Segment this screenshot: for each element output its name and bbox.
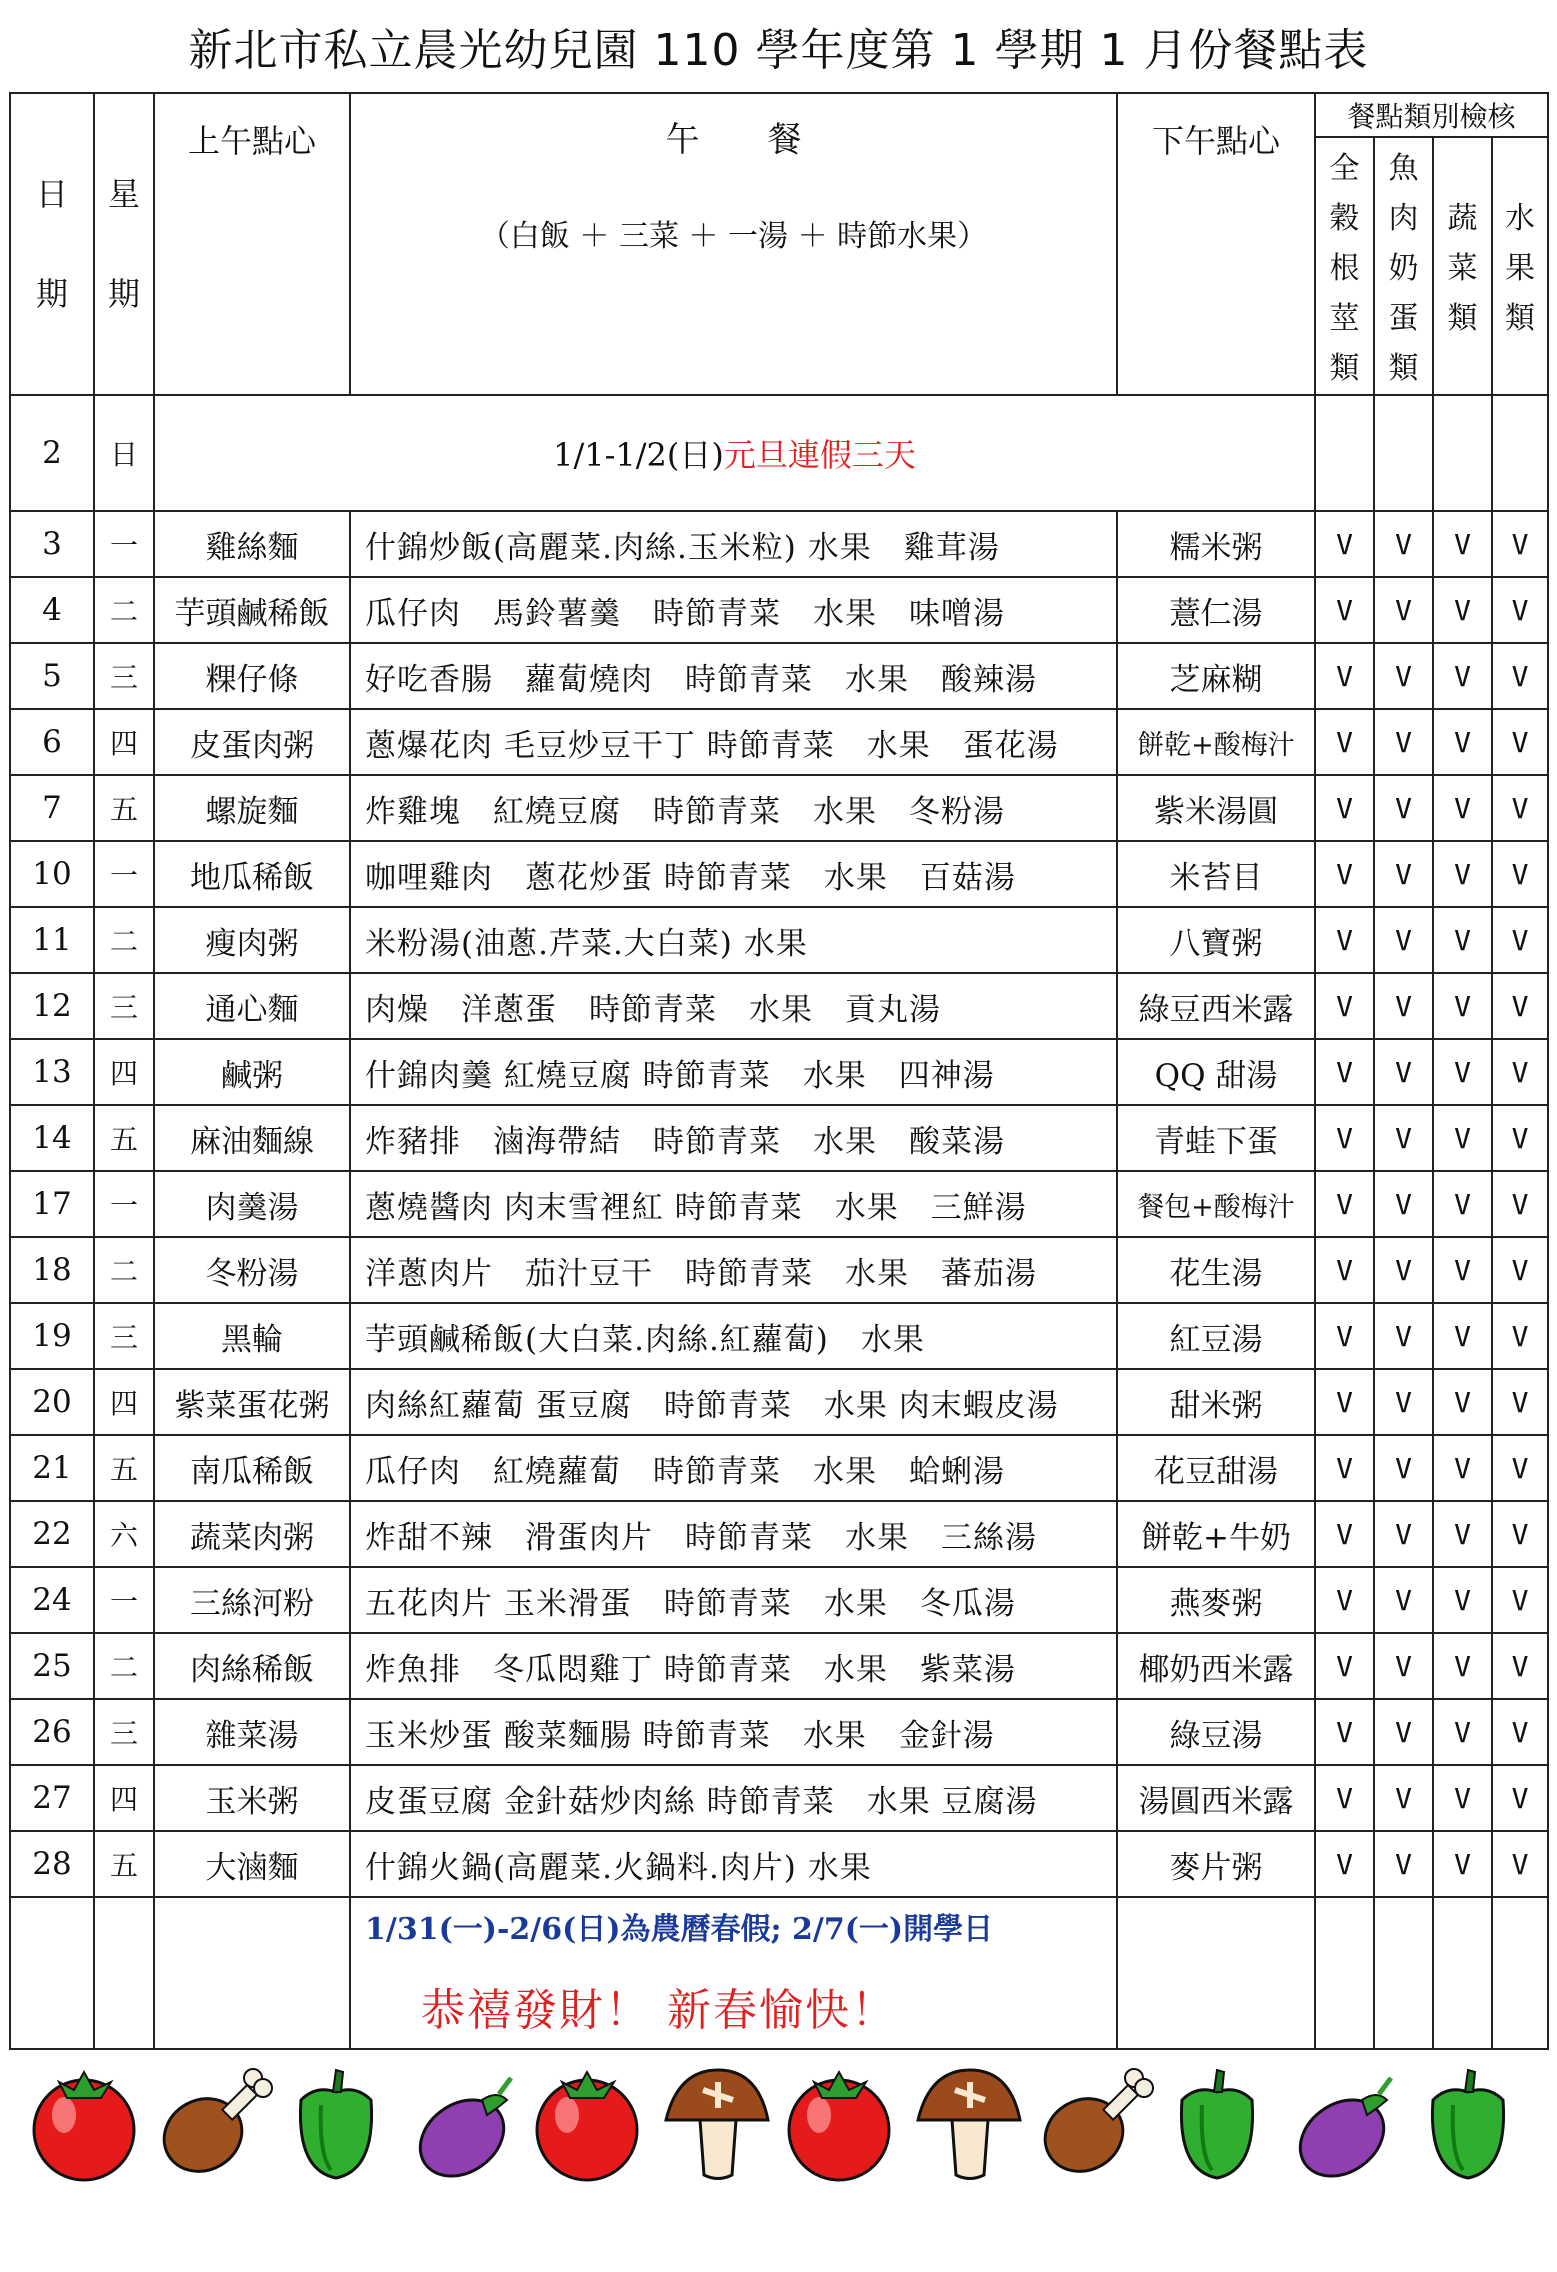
check-mark: V bbox=[1492, 1501, 1548, 1567]
check-group-header: 餐點類別檢核 bbox=[1315, 93, 1548, 137]
date-cell: 5 bbox=[10, 643, 94, 709]
lunch-cell: 洋蔥肉片 茄汁豆干 時節青菜 水果 蕃茄湯 bbox=[350, 1237, 1117, 1303]
check-mark: V bbox=[1433, 841, 1492, 907]
check-mark: V bbox=[1492, 1171, 1548, 1237]
check-col-grain: 全 穀 根 莖 類 bbox=[1315, 137, 1374, 395]
check-mark: V bbox=[1492, 907, 1548, 973]
lunch-cell: 皮蛋豆腐 金針菇炒肉絲 時節青菜 水果 豆腐湯 bbox=[350, 1765, 1117, 1831]
weekday-cell: 五 bbox=[94, 1435, 154, 1501]
lunch-cell: 炸豬排 滷海帶結 時節青菜 水果 酸菜湯 bbox=[350, 1105, 1117, 1171]
morning-snack-cell: 冬粉湯 bbox=[154, 1237, 350, 1303]
lunch-cell: 什錦火鍋(高麗菜.火鍋料.肉片) 水果 bbox=[350, 1831, 1117, 1897]
date-cell: 21 bbox=[10, 1435, 94, 1501]
weekday-cell: 三 bbox=[94, 1699, 154, 1765]
table-row bbox=[10, 1501, 1548, 1567]
date-cell: 18 bbox=[10, 1237, 94, 1303]
check-mark: V bbox=[1492, 1831, 1548, 1897]
green-pepper-icon bbox=[1181, 2070, 1252, 2178]
lunch-cell: 蔥燒醬肉 肉末雪裡紅 時節青菜 水果 三鮮湯 bbox=[350, 1171, 1117, 1237]
weekday-cell: 四 bbox=[94, 1039, 154, 1105]
check-mark: V bbox=[1433, 1633, 1492, 1699]
check-mark: V bbox=[1492, 1369, 1548, 1435]
weekday-cell: 四 bbox=[94, 709, 154, 775]
check-mark: V bbox=[1315, 1303, 1374, 1369]
drumstick-icon bbox=[151, 2069, 272, 2185]
lunch-cell: 米粉湯(油蔥.芹菜.大白菜) 水果 bbox=[350, 907, 1117, 973]
check-mark: V bbox=[1374, 1501, 1433, 1567]
date-cell: 27 bbox=[10, 1765, 94, 1831]
check-mark: V bbox=[1433, 1831, 1492, 1897]
check-mark: V bbox=[1374, 1831, 1433, 1897]
table-row bbox=[10, 1633, 1548, 1699]
date-cell: 17 bbox=[10, 1171, 94, 1237]
afternoon-snack-cell: 芝麻糊 bbox=[1117, 643, 1315, 709]
morning-snack-cell: 雜菜湯 bbox=[154, 1699, 350, 1765]
lunch-cell: 什錦炒飯(高麗菜.肉絲.玉米粒) 水果 雞茸湯 bbox=[350, 511, 1117, 577]
menu-table bbox=[9, 92, 1549, 2050]
afternoon-snack-cell: 花豆甜湯 bbox=[1117, 1435, 1315, 1501]
lunch-cell: 肉絲紅蘿蔔 蛋豆腐 時節青菜 水果 肉末蝦皮湯 bbox=[350, 1369, 1117, 1435]
weekday-cell: 五 bbox=[94, 1105, 154, 1171]
check-mark: V bbox=[1315, 841, 1374, 907]
eggplant-icon bbox=[1286, 2078, 1399, 2188]
date-cell: 26 bbox=[10, 1699, 94, 1765]
check-mark: V bbox=[1433, 709, 1492, 775]
table-row bbox=[10, 1435, 1548, 1501]
afternoon-snack-cell: 綠豆湯 bbox=[1117, 1699, 1315, 1765]
food-icons-strip bbox=[25, 2058, 1535, 2188]
check-mark: V bbox=[1315, 643, 1374, 709]
afternoon-snack-cell: 紫米湯圓 bbox=[1117, 775, 1315, 841]
check-mark: V bbox=[1374, 1303, 1433, 1369]
check-mark: V bbox=[1374, 1567, 1433, 1633]
footer-empty-cell bbox=[1492, 1897, 1548, 2049]
check-mark: V bbox=[1315, 1501, 1374, 1567]
holiday-check bbox=[1374, 395, 1433, 511]
footer-notes bbox=[350, 1897, 1117, 2049]
date-header: 日 期 bbox=[10, 93, 94, 395]
check-mark: V bbox=[1374, 709, 1433, 775]
weekday-cell: 二 bbox=[94, 907, 154, 973]
check-mark: V bbox=[1492, 511, 1548, 577]
check-mark: V bbox=[1492, 1567, 1548, 1633]
check-mark: V bbox=[1492, 709, 1548, 775]
check-mark: V bbox=[1433, 511, 1492, 577]
date-cell: 25 bbox=[10, 1633, 94, 1699]
check-col-vegetable: 蔬 菜 類 bbox=[1433, 137, 1492, 395]
table-row bbox=[10, 1303, 1548, 1369]
check-mark: V bbox=[1374, 841, 1433, 907]
lunch-note: （白飯 ＋ 三菜 ＋ 一湯 ＋ 時節水果） bbox=[479, 219, 988, 254]
table-row bbox=[10, 775, 1548, 841]
tomato-icon bbox=[34, 2072, 134, 2180]
footer-empty-cell bbox=[154, 1897, 350, 2049]
table-row bbox=[10, 841, 1548, 907]
afternoon-snack-cell: 椰奶西米露 bbox=[1117, 1633, 1315, 1699]
holiday-text bbox=[154, 395, 1315, 511]
morning-snack-cell: 粿仔條 bbox=[154, 643, 350, 709]
weekday-header: 星 期 bbox=[94, 93, 154, 395]
check-mark: V bbox=[1492, 1105, 1548, 1171]
holiday-date: 2 bbox=[10, 395, 94, 511]
check-mark: V bbox=[1492, 1237, 1548, 1303]
lunch-cell: 瓜仔肉 馬鈴薯羹 時節青菜 水果 味噌湯 bbox=[350, 577, 1117, 643]
check-mark: V bbox=[1315, 1237, 1374, 1303]
holiday-check bbox=[1315, 395, 1374, 511]
holiday-check bbox=[1492, 395, 1548, 511]
morning-snack-cell: 肉羹湯 bbox=[154, 1171, 350, 1237]
check-mark: V bbox=[1433, 643, 1492, 709]
lunch-cell: 炸甜不辣 滑蛋肉片 時節青菜 水果 三絲湯 bbox=[350, 1501, 1117, 1567]
morning-snack-cell: 黑輪 bbox=[154, 1303, 350, 1369]
lunch-cell: 什錦肉羹 紅燒豆腐 時節青菜 水果 四神湯 bbox=[350, 1039, 1117, 1105]
lunch-header bbox=[350, 93, 1117, 395]
holiday-highlight: 元旦連假三天 bbox=[723, 436, 916, 474]
footer-empty-cell bbox=[1117, 1897, 1315, 2049]
mushroom-icon bbox=[666, 2070, 768, 2179]
check-mark: V bbox=[1315, 1831, 1374, 1897]
tomato-icon bbox=[537, 2072, 637, 2180]
date-cell: 10 bbox=[10, 841, 94, 907]
holiday-dates: 1/1-1/2(日) bbox=[553, 436, 724, 474]
table-row bbox=[10, 1171, 1548, 1237]
weekday-cell: 一 bbox=[94, 511, 154, 577]
morning-snack-cell: 麻油麵線 bbox=[154, 1105, 350, 1171]
table-row bbox=[10, 1831, 1548, 1897]
check-mark: V bbox=[1492, 1039, 1548, 1105]
page-title: 新北市私立晨光幼兒園 110 學年度第 1 學期 1 月份餐點表 bbox=[188, 25, 1369, 76]
date-cell: 14 bbox=[10, 1105, 94, 1171]
check-mark: V bbox=[1315, 907, 1374, 973]
check-mark: V bbox=[1433, 577, 1492, 643]
date-cell: 4 bbox=[10, 577, 94, 643]
holiday-weekday: 日 bbox=[94, 395, 154, 511]
morning-snack-cell: 大滷麵 bbox=[154, 1831, 350, 1897]
table-row bbox=[10, 1039, 1548, 1105]
check-mark: V bbox=[1492, 1435, 1548, 1501]
check-mark: V bbox=[1374, 1171, 1433, 1237]
check-col-protein: 魚 肉 奶 蛋 類 bbox=[1374, 137, 1433, 395]
date-cell: 3 bbox=[10, 511, 94, 577]
morning-snack-cell: 蔬菜肉粥 bbox=[154, 1501, 350, 1567]
weekday-cell: 六 bbox=[94, 1501, 154, 1567]
check-mark: V bbox=[1433, 1435, 1492, 1501]
footer-empty-cell bbox=[1315, 1897, 1374, 2049]
check-mark: V bbox=[1374, 1237, 1433, 1303]
date-cell: 12 bbox=[10, 973, 94, 1039]
morning-snack-cell: 三絲河粉 bbox=[154, 1567, 350, 1633]
check-mark: V bbox=[1433, 1105, 1492, 1171]
green-pepper-icon bbox=[300, 2070, 371, 2178]
check-mark: V bbox=[1433, 775, 1492, 841]
check-mark: V bbox=[1374, 1765, 1433, 1831]
check-mark: V bbox=[1315, 1435, 1374, 1501]
drumstick-icon bbox=[1032, 2069, 1153, 2185]
date-cell: 22 bbox=[10, 1501, 94, 1567]
check-mark: V bbox=[1433, 1303, 1492, 1369]
check-col-fruit: 水 果 類 bbox=[1492, 137, 1548, 395]
weekday-cell: 二 bbox=[94, 1237, 154, 1303]
check-mark: V bbox=[1315, 973, 1374, 1039]
date-cell: 28 bbox=[10, 1831, 94, 1897]
eggplant-icon bbox=[406, 2078, 519, 2188]
weekday-cell: 三 bbox=[94, 643, 154, 709]
lunch-cell: 炸魚排 冬瓜悶雞丁 時節青菜 水果 紫菜湯 bbox=[350, 1633, 1117, 1699]
afternoon-snack-cell: 甜米粥 bbox=[1117, 1369, 1315, 1435]
new-year-greeting: 恭禧發財！ 新春愉快！ bbox=[421, 1985, 897, 2036]
afternoon-snack-cell: 薏仁湯 bbox=[1117, 577, 1315, 643]
afternoon-snack-cell: 綠豆西米露 bbox=[1117, 973, 1315, 1039]
check-mark: V bbox=[1492, 1699, 1548, 1765]
lunch-cell: 五花肉片 玉米滑蛋 時節青菜 水果 冬瓜湯 bbox=[350, 1567, 1117, 1633]
check-mark: V bbox=[1374, 511, 1433, 577]
lunch-cell: 肉燥 洋蔥蛋 時節青菜 水果 貢丸湯 bbox=[350, 973, 1117, 1039]
check-mark: V bbox=[1374, 907, 1433, 973]
afternoon-snack-cell: 紅豆湯 bbox=[1117, 1303, 1315, 1369]
holiday-check bbox=[1433, 395, 1492, 511]
afternoon-snack-cell: 花生湯 bbox=[1117, 1237, 1315, 1303]
table-row bbox=[10, 643, 1548, 709]
weekday-cell: 一 bbox=[94, 1171, 154, 1237]
morning-snack-cell: 玉米粥 bbox=[154, 1765, 350, 1831]
green-pepper-icon bbox=[1432, 2070, 1503, 2178]
table-row bbox=[10, 1237, 1548, 1303]
afternoon-snack-cell: 八寶粥 bbox=[1117, 907, 1315, 973]
footer-row bbox=[10, 1897, 1548, 2049]
check-mark: V bbox=[1492, 1303, 1548, 1369]
afternoon-snack-cell: 餅乾+酸梅汁 bbox=[1117, 709, 1315, 775]
lunch-cell: 瓜仔肉 紅燒蘿蔔 時節青菜 水果 蛤蜊湯 bbox=[350, 1435, 1117, 1501]
check-mark: V bbox=[1492, 775, 1548, 841]
table-row bbox=[10, 1369, 1548, 1435]
lunch-title: 午 餐 bbox=[665, 120, 802, 160]
date-cell: 24 bbox=[10, 1567, 94, 1633]
check-mark: V bbox=[1492, 841, 1548, 907]
weekday-cell: 四 bbox=[94, 1369, 154, 1435]
morning-snack-cell: 鹹粥 bbox=[154, 1039, 350, 1105]
afternoon-snack-cell: 糯米粥 bbox=[1117, 511, 1315, 577]
check-mark: V bbox=[1315, 1567, 1374, 1633]
check-mark: V bbox=[1433, 1699, 1492, 1765]
check-mark: V bbox=[1315, 511, 1374, 577]
check-mark: V bbox=[1374, 973, 1433, 1039]
morning-snack-cell: 紫菜蛋花粥 bbox=[154, 1369, 350, 1435]
check-mark: V bbox=[1315, 775, 1374, 841]
table-row bbox=[10, 577, 1548, 643]
afternoon-snack-cell: 餅乾+牛奶 bbox=[1117, 1501, 1315, 1567]
check-mark: V bbox=[1315, 1699, 1374, 1765]
check-mark: V bbox=[1374, 643, 1433, 709]
date-cell: 7 bbox=[10, 775, 94, 841]
date-cell: 19 bbox=[10, 1303, 94, 1369]
check-mark: V bbox=[1315, 1369, 1374, 1435]
afternoon-snack-cell: QQ 甜湯 bbox=[1117, 1039, 1315, 1105]
morning-snack-cell: 通心麵 bbox=[154, 973, 350, 1039]
check-mark: V bbox=[1315, 577, 1374, 643]
lunch-cell: 蔥爆花肉 毛豆炒豆干丁 時節青菜 水果 蛋花湯 bbox=[350, 709, 1117, 775]
check-mark: V bbox=[1374, 1105, 1433, 1171]
lunch-cell: 玉米炒蛋 酸菜麵腸 時節青菜 水果 金針湯 bbox=[350, 1699, 1117, 1765]
table-row bbox=[10, 1699, 1548, 1765]
weekday-cell: 二 bbox=[94, 577, 154, 643]
afternoon-snack-cell: 燕麥粥 bbox=[1117, 1567, 1315, 1633]
afternoon-snack-header: 下午點心 bbox=[1117, 93, 1315, 395]
check-mark: V bbox=[1492, 643, 1548, 709]
table-row bbox=[10, 709, 1548, 775]
weekday-cell: 五 bbox=[94, 1831, 154, 1897]
check-mark: V bbox=[1374, 1633, 1433, 1699]
date-cell: 11 bbox=[10, 907, 94, 973]
afternoon-snack-cell: 湯圓西米露 bbox=[1117, 1765, 1315, 1831]
check-mark: V bbox=[1374, 577, 1433, 643]
check-mark: V bbox=[1433, 1369, 1492, 1435]
weekday-cell: 四 bbox=[94, 1765, 154, 1831]
check-mark: V bbox=[1374, 775, 1433, 841]
table-row bbox=[10, 973, 1548, 1039]
afternoon-snack-cell: 青蛙下蛋 bbox=[1117, 1105, 1315, 1171]
afternoon-snack-cell: 麥片粥 bbox=[1117, 1831, 1315, 1897]
check-mark: V bbox=[1492, 973, 1548, 1039]
footer-empty-cell bbox=[94, 1897, 154, 2049]
spring-break-note: 1/31(一)-2/6(日)為農曆春假; 2/7(一)開學日 bbox=[365, 1912, 994, 1947]
check-mark: V bbox=[1315, 1765, 1374, 1831]
check-mark: V bbox=[1374, 1369, 1433, 1435]
morning-snack-cell: 芋頭鹹稀飯 bbox=[154, 577, 350, 643]
lunch-cell: 芋頭鹹稀飯(大白菜.肉絲.紅蘿蔔) 水果 bbox=[350, 1303, 1117, 1369]
check-mark: V bbox=[1433, 1237, 1492, 1303]
check-mark: V bbox=[1374, 1039, 1433, 1105]
table-row bbox=[10, 1765, 1548, 1831]
footer-empty-cell bbox=[1433, 1897, 1492, 2049]
check-mark: V bbox=[1433, 1039, 1492, 1105]
table-row bbox=[10, 1567, 1548, 1633]
morning-snack-cell: 螺旋麵 bbox=[154, 775, 350, 841]
check-mark: V bbox=[1433, 1765, 1492, 1831]
check-mark: V bbox=[1374, 1699, 1433, 1765]
check-mark: V bbox=[1315, 709, 1374, 775]
afternoon-snack-cell: 米苔目 bbox=[1117, 841, 1315, 907]
date-cell: 6 bbox=[10, 709, 94, 775]
lunch-cell: 好吃香腸 蘿蔔燒肉 時節青菜 水果 酸辣湯 bbox=[350, 643, 1117, 709]
table-row bbox=[10, 1105, 1548, 1171]
lunch-cell: 咖哩雞肉 蔥花炒蛋 時節青菜 水果 百菇湯 bbox=[350, 841, 1117, 907]
table-row bbox=[10, 907, 1548, 973]
tomato-icon bbox=[789, 2072, 889, 2180]
table-row bbox=[10, 511, 1548, 577]
check-mark: V bbox=[1433, 1501, 1492, 1567]
weekday-cell: 三 bbox=[94, 1303, 154, 1369]
check-mark: V bbox=[1374, 1435, 1433, 1501]
date-cell: 20 bbox=[10, 1369, 94, 1435]
morning-snack-cell: 肉絲稀飯 bbox=[154, 1633, 350, 1699]
check-mark: V bbox=[1433, 1171, 1492, 1237]
morning-snack-cell: 雞絲麵 bbox=[154, 511, 350, 577]
lunch-cell: 炸雞塊 紅燒豆腐 時節青菜 水果 冬粉湯 bbox=[350, 775, 1117, 841]
check-mark: V bbox=[1492, 1765, 1548, 1831]
check-mark: V bbox=[1492, 577, 1548, 643]
weekday-cell: 二 bbox=[94, 1633, 154, 1699]
check-mark: V bbox=[1433, 907, 1492, 973]
morning-snack-cell: 皮蛋肉粥 bbox=[154, 709, 350, 775]
check-mark: V bbox=[1315, 1039, 1374, 1105]
morning-snack-header: 上午點心 bbox=[154, 93, 350, 395]
weekday-cell: 一 bbox=[94, 1567, 154, 1633]
check-mark: V bbox=[1433, 1567, 1492, 1633]
afternoon-snack-cell: 餐包+酸梅汁 bbox=[1117, 1171, 1315, 1237]
date-cell: 13 bbox=[10, 1039, 94, 1105]
morning-snack-cell: 南瓜稀飯 bbox=[154, 1435, 350, 1501]
check-mark: V bbox=[1315, 1105, 1374, 1171]
check-mark: V bbox=[1492, 1633, 1548, 1699]
check-mark: V bbox=[1433, 973, 1492, 1039]
weekday-cell: 三 bbox=[94, 973, 154, 1039]
footer-empty-cell bbox=[1374, 1897, 1433, 2049]
morning-snack-cell: 瘦肉粥 bbox=[154, 907, 350, 973]
check-mark: V bbox=[1315, 1171, 1374, 1237]
footer-empty-cell bbox=[10, 1897, 94, 2049]
weekday-cell: 一 bbox=[94, 841, 154, 907]
check-mark: V bbox=[1315, 1633, 1374, 1699]
holiday-row bbox=[10, 395, 1548, 511]
weekday-cell: 五 bbox=[94, 775, 154, 841]
morning-snack-cell: 地瓜稀飯 bbox=[154, 841, 350, 907]
mushroom-icon bbox=[918, 2070, 1020, 2179]
